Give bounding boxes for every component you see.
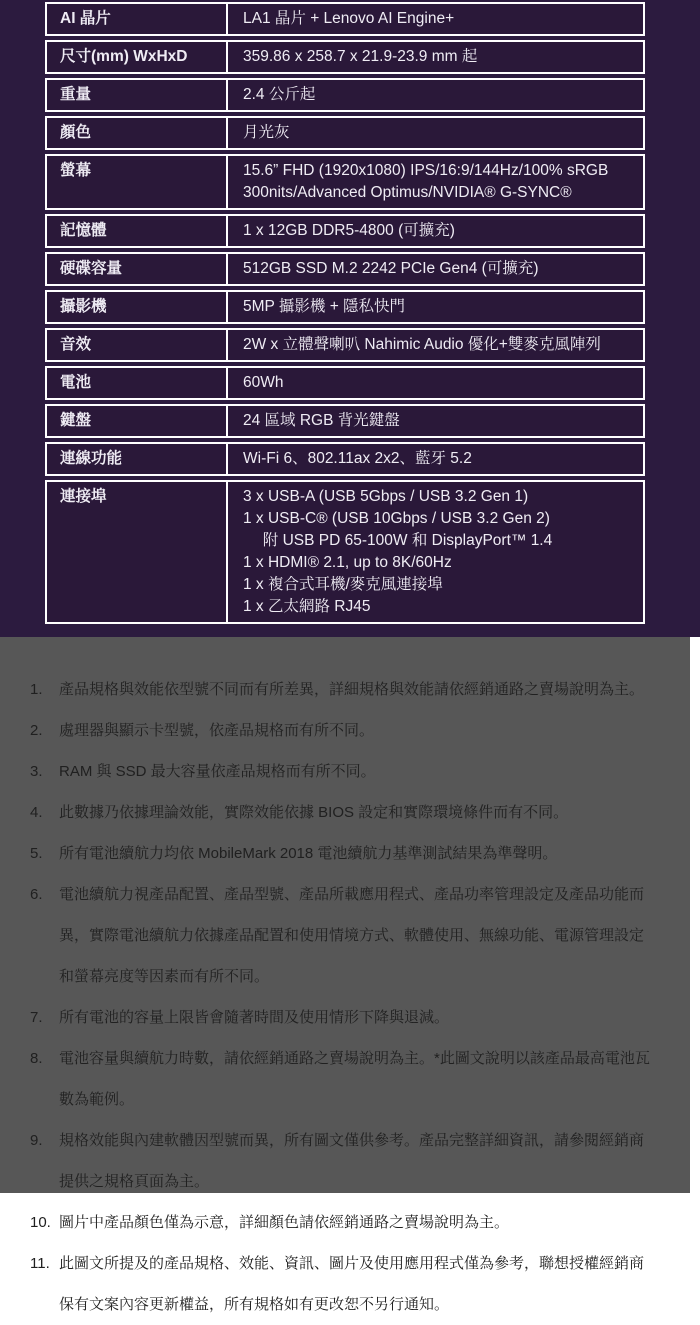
- spec-row: [45, 214, 645, 248]
- footnote-number: 8.: [30, 1050, 43, 1067]
- footnote-item: [30, 710, 654, 751]
- spec-value-line: 24 區域 RGB 背光鍵盤: [243, 412, 400, 429]
- spec-value: [228, 118, 643, 148]
- spec-section: [0, 0, 700, 637]
- spec-row: [45, 480, 645, 624]
- footnote-item: [30, 1120, 654, 1202]
- footnote-list: [30, 669, 654, 1325]
- footnote-item: [30, 833, 654, 874]
- spec-label: 連接埠: [47, 482, 228, 622]
- spec-value-line: 1 x HDMI® 2.1, up to 8K/60Hz: [243, 554, 452, 571]
- footnote-number: 7.: [30, 1009, 43, 1026]
- footnote-number: 3.: [30, 763, 43, 780]
- footnote-text: 處理器與顯示卡型號，依產品規格而有所不同。: [59, 722, 375, 739]
- footnote-item: [30, 1202, 654, 1243]
- spec-value: [228, 216, 643, 246]
- footnote-text: 此數據乃依據理論效能，實際效能依據 BIOS 設定和實際環境條件而有不同。: [59, 804, 569, 821]
- spec-row: [45, 328, 645, 362]
- spec-value-line: 2W x 立體聲喇叭 Nahimic Audio 優化+雙麥克風陣列: [243, 336, 601, 353]
- spec-row: [45, 442, 645, 476]
- spec-row: [45, 366, 645, 400]
- spec-value: [228, 444, 643, 474]
- spec-value-line: 5MP 攝影機 + 隱私快門: [243, 298, 406, 315]
- footnote-text: RAM 與 SSD 最大容量依產品規格而有所不同。: [59, 763, 376, 780]
- spec-value-line: 1 x USB-C® (USB 10Gbps / USB 3.2 Gen 2): [243, 510, 550, 527]
- spec-label: 電池: [47, 368, 228, 398]
- footnote-text: 所有電池的容量上限皆會隨著時間及使用情形下降與退減。: [59, 1009, 450, 1026]
- spec-value-line: 月光灰: [243, 124, 290, 141]
- footnote-text: 此圖文所提及的產品規格、效能、資訊、圖片及使用應用程式僅為參考，聯想授權經銷商保有文案內容更新權益，所有規格如有更改恕不另行通知。: [59, 1255, 645, 1313]
- footnote-text: 圖片中產品顏色僅為示意，詳細顏色請依經銷通路之賣場說明為主。: [59, 1214, 510, 1231]
- spec-value-line: 359.86 x 258.7 x 21.9-23.9 mm 起: [243, 48, 478, 65]
- spec-row: [45, 78, 645, 112]
- spec-label: 鍵盤: [47, 406, 228, 436]
- spec-label: 尺寸(mm) WxHxD: [47, 42, 228, 72]
- spec-row: [45, 116, 645, 150]
- footnote-item: [30, 792, 654, 833]
- spec-label: 連線功能: [47, 444, 228, 474]
- footnote-number: 6.: [30, 886, 43, 903]
- spec-row: [45, 252, 645, 286]
- spec-label: 硬碟容量: [47, 254, 228, 284]
- spec-value: [228, 292, 643, 322]
- footnote-number: 10.: [30, 1214, 51, 1231]
- spec-value-line: 1 x 12GB DDR5-4800 (可擴充): [243, 222, 455, 239]
- spec-value-line: 2.4 公斤起: [243, 86, 316, 103]
- spec-value: [228, 4, 643, 34]
- spec-value: [228, 156, 643, 208]
- spec-value-line: 附 USB PD 65-100W 和 DisplayPort™ 1.4: [243, 532, 553, 549]
- footnote-item: [30, 1243, 654, 1325]
- spec-value: [228, 330, 643, 360]
- footnote-item: [30, 1038, 654, 1120]
- footnote-item: [30, 997, 654, 1038]
- spec-value-line: 1 x 複合式耳機/麥克風連接埠: [243, 576, 443, 593]
- footnote-text: 電池容量與續航力時數，請依經銷通路之賣場說明為主。*此圖文說明以該產品最高電池瓦數為範例。: [59, 1050, 650, 1108]
- footnote-text: 所有電池續航力均依 MobileMark 2018 電池續航力基準測試結果為準聲明。: [59, 845, 558, 862]
- spec-label: 音效: [47, 330, 228, 360]
- footnote-number: 11.: [30, 1255, 50, 1272]
- spec-table: [45, 2, 645, 624]
- footnote-section: [0, 637, 690, 1313]
- spec-label: 重量: [47, 80, 228, 110]
- footnote-number: 9.: [30, 1132, 43, 1149]
- spec-label: AI 晶片: [47, 4, 228, 34]
- footnote-item: [30, 874, 654, 997]
- footnote-text: 產品規格與效能依型號不同而有所差異，詳細規格與效能請依經銷通路之賣場說明為主。: [59, 681, 645, 698]
- spec-value-line: 300nits/Advanced Optimus/NVIDIA® G-SYNC®: [243, 184, 572, 201]
- spec-value-line: 512GB SSD M.2 2242 PCIe Gen4 (可擴充): [243, 260, 539, 277]
- footnote-item: [30, 669, 654, 710]
- footnote-number: 1.: [30, 681, 43, 698]
- spec-value: [228, 368, 643, 398]
- spec-value-line: 3 x USB-A (USB 5Gbps / USB 3.2 Gen 1): [243, 488, 529, 505]
- spec-value-line: 1 x 乙太網路 RJ45: [243, 598, 371, 615]
- footnote-number: 4.: [30, 804, 43, 821]
- spec-label: 記憶體: [47, 216, 228, 246]
- footnote-number: 5.: [30, 845, 43, 862]
- spec-value-line: 60Wh: [243, 374, 284, 391]
- spec-value-line: LA1 晶片 + Lenovo AI Engine+: [243, 10, 455, 27]
- spec-label: 顏色: [47, 118, 228, 148]
- spec-row: [45, 290, 645, 324]
- footnote-text: 電池續航力視產品配置、產品型號、產品所載應用程式、產品功率管理設定及產品功能而異，實際電池續航力依據產品配置和使用情境方式、軟體使用、無線功能、電源管理設定和螢幕亮度等因素而有所不同。: [59, 886, 645, 985]
- spec-value: [228, 42, 643, 72]
- spec-label: 攝影機: [47, 292, 228, 322]
- spec-value: [228, 406, 643, 436]
- spec-value-line: Wi-Fi 6、802.11ax 2x2、藍牙 5.2: [243, 450, 472, 467]
- spec-value: [228, 80, 643, 110]
- spec-row: [45, 40, 645, 74]
- spec-value-line: 15.6” FHD (1920x1080) IPS/16:9/144Hz/100% sRGB: [243, 162, 609, 179]
- spec-row: [45, 2, 645, 36]
- spec-row: [45, 154, 645, 210]
- spec-value: [228, 254, 643, 284]
- footnote-text: 規格效能與內建軟體因型號而異，所有圖文僅供參考。產品完整詳細資訊，請參閱經銷商提供之規格頁面為主。: [59, 1132, 645, 1190]
- footnote-number: 2.: [30, 722, 43, 739]
- footnote-item: [30, 751, 654, 792]
- spec-value: [228, 482, 643, 622]
- spec-label: 螢幕: [47, 156, 228, 208]
- spec-row: [45, 404, 645, 438]
